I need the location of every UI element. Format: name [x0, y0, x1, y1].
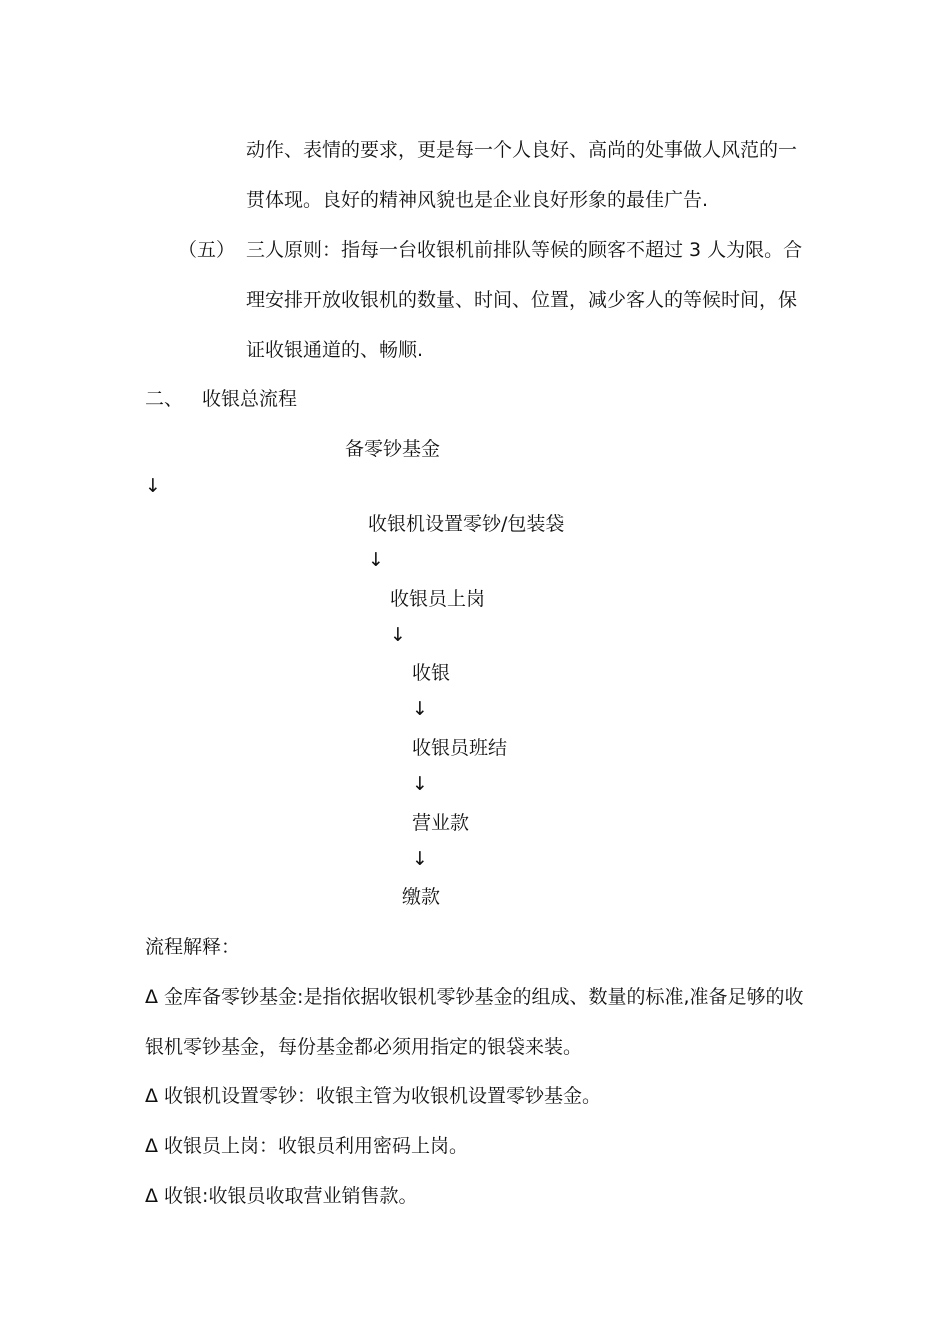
- flow-step-5: 收银员班结: [412, 737, 508, 759]
- flow-arrow-6: ↓: [412, 848, 428, 870]
- flow-step-1: 备零钞基金: [345, 438, 441, 460]
- flow-arrow-5: ↓: [412, 773, 428, 795]
- explanation-item: Δ 收银:收银员收取营业销售款。: [145, 1185, 418, 1207]
- principle-five-line-1: 三人原则：指每一台收银机前排队等候的顾客不超过 3 人为限。合: [246, 239, 803, 261]
- flow-arrow-1: ↓: [145, 475, 161, 497]
- flow-step-7: 缴款: [402, 886, 441, 908]
- section-title: 收银总流程: [202, 388, 298, 410]
- flow-arrow-3: ↓: [390, 624, 406, 646]
- explanation-item: Δ 收银机设置零钞：收银主管为收银机设置零钞基金。: [145, 1085, 602, 1107]
- explanation-item: 银机零钞基金，每份基金都必须用指定的银袋来装。: [145, 1036, 583, 1058]
- flow-step-4: 收银: [412, 662, 451, 684]
- flow-arrow-4: ↓: [412, 698, 428, 720]
- explanation-item: Δ 金库备零钞基金:是指依据收银机零钞基金的组成、数量的标准,准备足够的收: [145, 986, 804, 1008]
- principle-five-line-3: 证收银通道的、畅顺.: [246, 339, 424, 361]
- intro-line-1: 动作、表情的要求，更是每一个人良好、高尚的处事做人风范的一: [246, 139, 798, 161]
- explanation-item: Δ 收银员上岗：收银员利用密码上岗。: [145, 1135, 469, 1157]
- explanation-heading: 流程解释：: [145, 936, 241, 958]
- flow-arrow-2: ↓: [368, 549, 384, 571]
- section-number: 二、: [145, 388, 184, 410]
- intro-line-2: 贯体现。良好的精神风貌也是企业良好形象的最佳广告.: [246, 189, 709, 211]
- flow-step-2: 收银机设置零钞/包装袋: [368, 513, 565, 535]
- principle-five-line-2: 理安排开放收银机的数量、时间、位置，减少客人的等候时间，保: [246, 289, 798, 311]
- principle-five-marker: （五）: [178, 239, 236, 261]
- flow-step-3: 收银员上岗: [390, 588, 486, 610]
- flow-step-6: 营业款: [412, 812, 470, 834]
